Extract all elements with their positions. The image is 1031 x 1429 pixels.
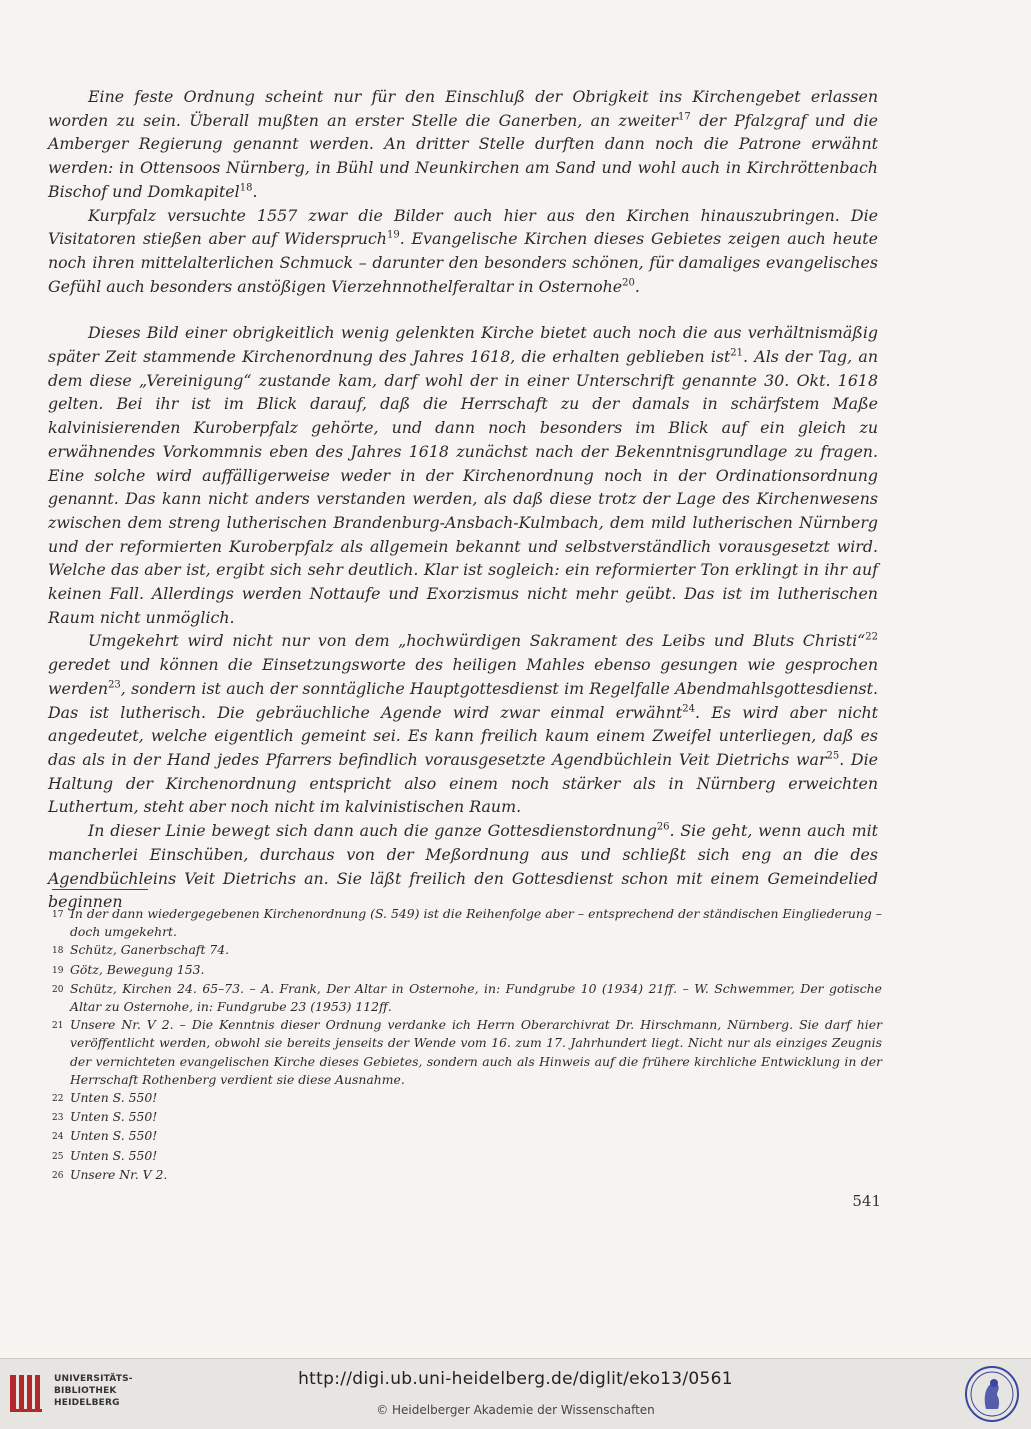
footnote: 18 Schütz, Ganerbschaft 74. xyxy=(52,942,230,958)
document-url[interactable]: http://digi.ub.uni-heidelberg.de/diglit/eko13/0561 xyxy=(298,1369,733,1389)
footnote: 24 Unten S. 550! xyxy=(52,1128,158,1144)
body-text xyxy=(48,85,878,914)
footnote: 25 Unten S. 550! xyxy=(52,1147,158,1163)
footnote-divider xyxy=(52,889,148,890)
copyright-notice: © Heidelberger Akademie der Wissenschaften xyxy=(376,1403,655,1417)
page-number: 541 xyxy=(852,1192,881,1210)
paragraph: Umgekehrt wird nicht nur von dem „hochwürdigen Sakrament des Leibs und Bluts Christi“$^{22}$ geredet und können die Einsetzungsworte des heiligen Mahles ebenso gesungen wie gesprochen werden$^{23}$, sondern ist auch der sonntägliche Hauptgottesdienst im Regelfalle Abendmahlsgottesdienst. Das ist lutherisch. Die gebräuchliche Agende wird zwar einmal erwähnt$^{24}$. Es wird aber nicht angedeutet, welche eigentlich gemeint sei. Es kann freilich kaum einem Zweifel unterliegen, daß es das als in der Hand jedes Pfarrers befindlich vorausgesetzte Agendbüchlein Veit Dietrichs war$^{25}$. Die Haltung der Kirchenordnung entspricht also einem noch stärker als in Nürnberg erweichten Luthertum, steht aber noch nicht im kalvinistischen Raum. xyxy=(48,631,878,817)
viewer-footer xyxy=(0,1358,1031,1429)
logo-text: UNIVERSITÄTS- BIBLIOTHEK HEIDELBERG xyxy=(54,1374,133,1408)
paragraph: Kurpfalz versuchte 1557 zwar die Bilder auch hier aus den Kirchen hinauszubringen. Die Visitatoren stießen aber auf Widerspruch$^{19}$. Evangelische Kirchen dieses Gebietes zeigen auch heute noch ihren mittelalterlichen Schmuck – darunter den besonders schönen, für damaliges evangelisches Gefühl auch besonders anstößigen Vierzehnnothelferaltar in Osternohe$^{20}$. xyxy=(48,205,878,296)
paragraph: In dieser Linie bewegt sich dann auch die ganze Gottesdienstordnung$^{26}$. Sie geht, wenn auch mit mancherlei Einschüben, durchaus von der Meßordnung aus und schließt sich eng an die des Agendbüchleins Veit Dietrichs an. Sie läßt freilich den Gottesdienst schon mit einem Gemeindelied beginnen xyxy=(48,821,878,912)
footnote: 19 Götz, Bewegung 153. xyxy=(52,961,205,977)
paragraph: Eine feste Ordnung scheint nur für den Einschluß der Obrigkeit ins Kirchengebet erlassen worden zu sein. Überall mußten an erster Stelle die Ganerben, an zweiter$^{17}$ der Pfalzgraf und die Amberger Regierung genannt werden. An dritter Stelle durften dann noch die Patrone erwähnt werden: in Ottensoos Nürnberg, in Bühl und Neunkirchen am Sand und wohl auch in Kirchröttenbach Bischof und Domkapitel$^{18}$. xyxy=(48,87,878,201)
footnote: 26 Unsere Nr. V 2. xyxy=(52,1166,168,1182)
academy-seal-icon[interactable] xyxy=(964,1365,1020,1423)
footnote: 20 Schütz, Kirchen 24. 65–73. – A. Frank, Der Altar in Osternohe, in: Fundgrube 10 (1934) 21ff. – W. Schwemmer, Der gotische Altar zu Osternohe, in: Fundgrube 23 (1953) 112ff. xyxy=(52,980,882,1015)
footnote: 21 Unsere Nr. V 2. – Die Kenntnis dieser Ordnung verdanke ich Herrn Oberarchivrat Dr. Hirschmann, Nürnberg. Sie darf hier veröffentlicht werden, obwohl sie bereits jenseits der Wende vom 16. zum 17. Jahrhundert liegt. Nicht nur als einziges Zeugnis der vernichteten evangelischen Kirche dieses Gebietes, sondern auch als Hinweis auf die frühere kirchliche Entwicklung in der Herrschaft Rothenberg verdient sie diese Ausnahme. xyxy=(52,1017,882,1087)
footnote: 17 In der dann wiedergegebenen Kirchenordnung (S. 549) ist die Reihenfolge aber – entsprechend der ständischen Eingliederung – doch umgekehrt. xyxy=(52,906,882,940)
footnotes xyxy=(52,905,882,1185)
footnote: 22 Unten S. 550! xyxy=(52,1090,158,1106)
footnote: 23 Unten S. 550! xyxy=(52,1109,158,1125)
paragraph: Dieses Bild einer obrigkeitlich wenig gelenkten Kirche bietet auch noch die aus verhältnismäßig später Zeit stammende Kirchenordnung des Jahres 1618, die erhalten geblieben ist$^{21}$. Als der Tag, an dem diese „Vereinigung“ zustande kam, darf wohl der in einer Unterschrift genannte 30. Okt. 1618 gelten. Bei ihr ist im Blick darauf, daß die Herrschaft zu der damals in schärfstem Maße kalvinisierenden Kuroberpfalz gehörte, und dann noch besonders im Blick auf ein gleich zu erwähnendes Vorkommnis eben des Jahres 1618 zunächst nach der Bekenntnisgrundlage zu fragen. Eine solche wird auffälligerweise weder in der Kirchenordnung noch in der Ordinationsordnung genannt. Das kann nicht anders verstanden werden, als daß diese trotz der Lage des Kirchenwesens zwischen dem streng lutherischen Brandenburg-Ansbach-Kulmbach, dem mild lutherischen Nürnberg und der reformierten Kuroberpfalz als allgemein bekannt und selbstverständlich vorausgesetzt wird. Welche das aber ist, ergibt sich sehr deutlich. Klar ist sogleich: ein reformierter Ton erklingt in ihr auf keinen Fall. Allerdings werden Nottaufe und Exorzismus nicht mehr geübt. Das ist im lutherischen Raum nicht unmöglich. xyxy=(48,323,879,627)
